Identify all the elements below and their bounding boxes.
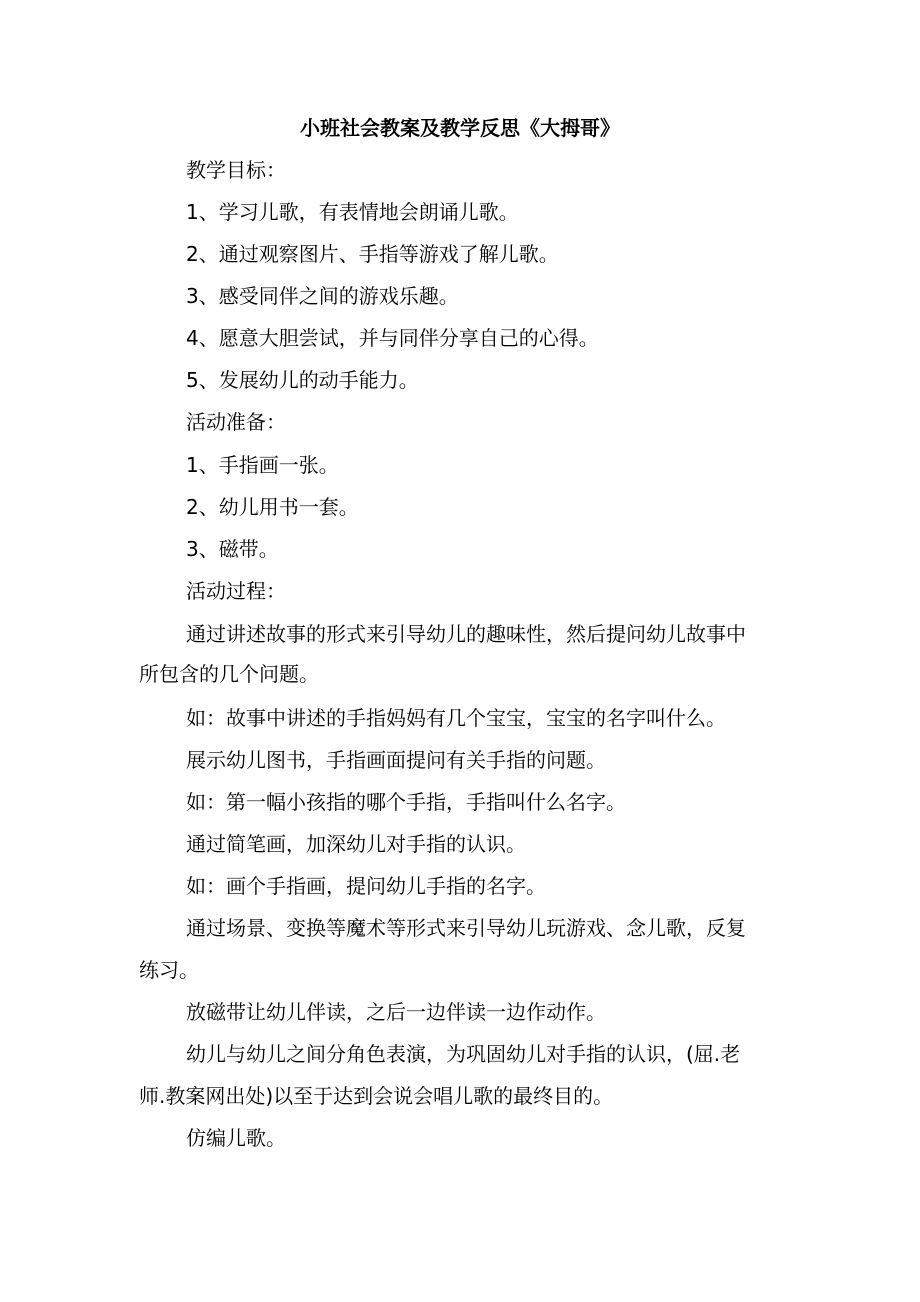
paragraph-line: 如：画个手指画，提问幼儿手指的名字。 [186, 874, 546, 898]
paragraph-line: 幼儿与幼儿之间分角色表演，为巩固幼儿对手指的认识，(屈.老 [186, 1042, 741, 1066]
paragraph-line: 放磁带让幼儿伴读，之后一边伴读一边作动作。 [186, 1000, 606, 1024]
preparation-item-1: 1、手指画一张。 [186, 453, 339, 477]
paragraph-line: 所包含的几个问题。 [139, 662, 319, 686]
paragraph-line: 仿编儿歌。 [186, 1126, 286, 1150]
goal-item-2: 2、通过观察图片、手指等游戏了解儿歌。 [186, 242, 559, 266]
goal-item-1: 1、学习儿歌，有表情地会朗诵儿歌。 [186, 200, 519, 224]
section-heading-goals: 教学目标： [186, 158, 286, 182]
paragraph-line: 师.教案网出处)以至于达到会说会唱儿歌的最终目的。 [139, 1084, 614, 1108]
document-title: 小班社会教案及教学反思《大拇哥》 [300, 116, 620, 140]
paragraph-line: 通过简笔画，加深幼儿对手指的认识。 [186, 832, 526, 856]
paragraph-line: 展示幼儿图书，手指画面提问有关手指的问题。 [186, 748, 606, 772]
section-heading-preparation: 活动准备： [186, 410, 286, 434]
paragraph-line: 通过场景、变换等魔术等形式来引导幼儿玩游戏、念儿歌，反复 [186, 916, 746, 940]
paragraph-line: 练习。 [139, 958, 199, 982]
paragraph-line: 通过讲述故事的形式来引导幼儿的趣味性，然后提问幼儿故事中 [186, 622, 746, 646]
goal-item-5: 5、发展幼儿的动手能力。 [186, 368, 419, 392]
preparation-item-3: 3、磁带。 [186, 537, 279, 561]
preparation-item-2: 2、幼儿用书一套。 [186, 495, 359, 519]
paragraph-line: 如：故事中讲述的手指妈妈有几个宝宝，宝宝的名字叫什么。 [186, 706, 726, 730]
paragraph-line: 如：第一幅小孩指的哪个手指，手指叫什么名字。 [186, 790, 626, 814]
section-heading-process: 活动过程： [186, 579, 286, 603]
goal-item-3: 3、感受同伴之间的游戏乐趣。 [186, 284, 459, 308]
goal-item-4: 4、愿意大胆尝试，并与同伴分享自己的心得。 [186, 326, 599, 350]
